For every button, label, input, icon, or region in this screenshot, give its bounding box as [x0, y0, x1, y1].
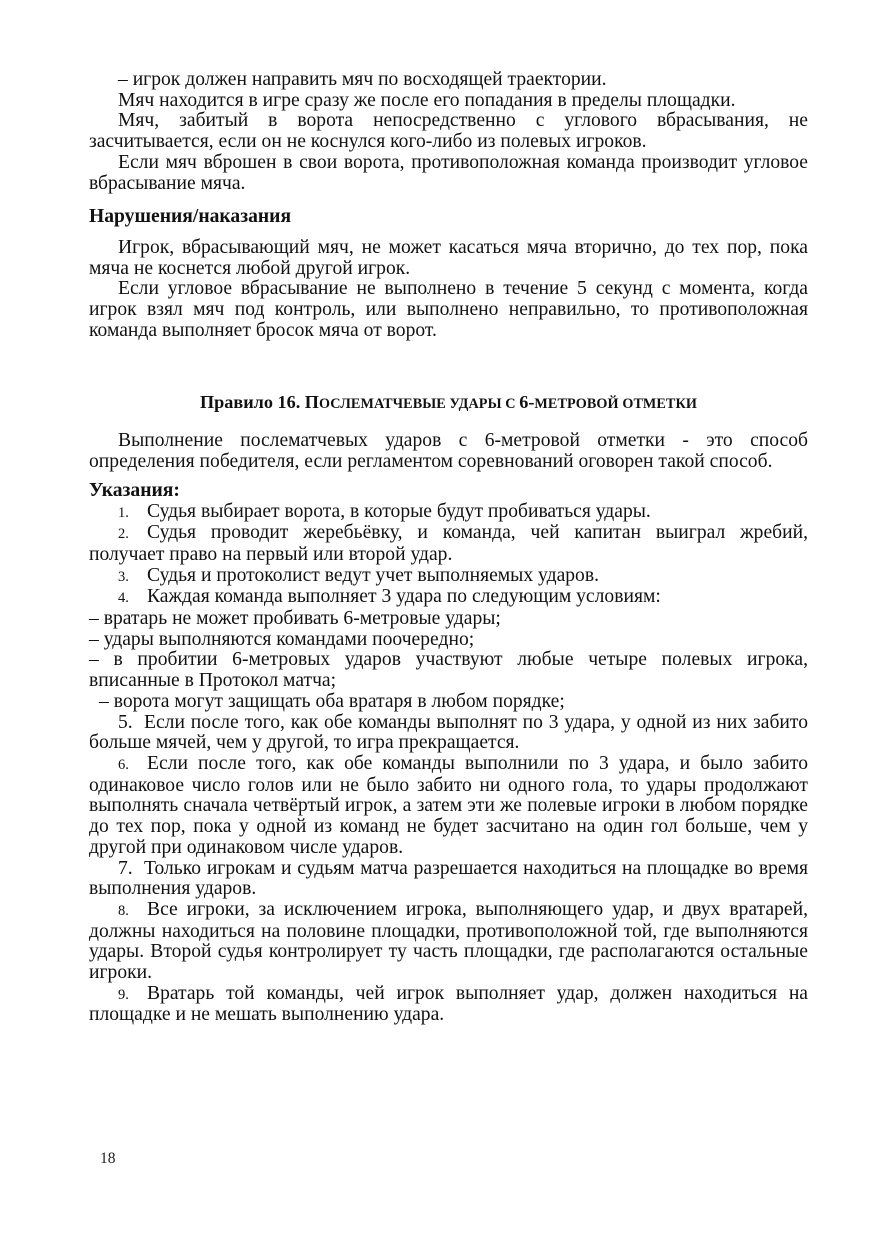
section-heading: Нарушения/наказания — [89, 206, 292, 228]
bullet-line: – игрок должен направить мяч по восходящей траектории. — [118, 69, 607, 90]
paragraph: Мяч находится в игре сразу же после его попадания в пределы площадки. — [118, 89, 736, 111]
list-item: 1. Судья выбирает ворота, в которые будут пробиваться удары. — [118, 500, 651, 522]
rule-title-mid: 6- — [519, 392, 535, 413]
rule-title-prefix: Правило 16. П — [200, 392, 319, 413]
paragraph: Если мяч вброшен в свои ворота, противоположная команда производит угловое вбрасывание мяча. — [89, 151, 808, 194]
rule-title — [89, 391, 808, 413]
paragraph: Мяч, забитый в ворота непосредственно с углового вбрасывания, не засчитывается, если он не коснулся кого-либо из полевых игроков. — [89, 110, 808, 153]
list-item: 6. Если после того, как обе команды выполнили по 3 удара, и было забито одинаковое число голов или не было забито ни одного гола, то удары продолжают выполнять сначала четвёртый игрок, а затем эти же полевые игроки в любом порядке до тех пор, пока у одной из команд не будет засчитано на один гол больше, чем у другой при одинаковом числе ударов. — [89, 752, 808, 858]
paragraph: Если угловое вбрасывание не выполнено в течение 5 секунд с момента, когда игрок взял мяч под контроль, или выполнено неправильно, то противоположная команда выполняет бросок мяча от ворот. — [89, 278, 808, 341]
rule-title-smallcaps: ОСЛЕМАТЧЕВЫЕ УДАРЫ С — [318, 396, 520, 413]
list-item: 4. Каждая команда выполняет 3 удара по следующим условиям: — [118, 586, 661, 608]
dash-item: – удары выполняются командами поочередно; — [89, 628, 475, 650]
list-item: 2. Судья проводит жеребьёвку, и команда, чей капитан выиграл жребий, получает право на первый или второй удар. — [89, 522, 808, 565]
list-item: 5. Если после того, как обе команды выполнят по 3 удара, у одной из них забито больше мячей, чем у другой, то игра прекращается. — [89, 711, 808, 754]
dash-item: – вратарь не может пробивать 6-метровые удары; — [89, 608, 501, 630]
paragraph: Выполнение послематчевых ударов с 6-метровой отметки - это способ определения победителя, если регламентом соревнований оговорен такой способ. — [89, 430, 808, 473]
rule-title-smallcaps-2: МЕТРОВОЙ ОТМЕТКИ — [534, 396, 697, 413]
page-number: 18 — [100, 1150, 116, 1167]
paragraph: Игрок, вбрасывающий мяч, не может касаться мяча вторично, до тех пор, пока мяча не коснется любой другой игрок. — [89, 236, 808, 279]
dash-item: – в пробитии 6-метровых ударов участвуют любые четыре полевых игрока, вписанные в Протокол матча; — [89, 649, 808, 692]
list-item: 9. Вратарь той команды, чей игрок выполняет удар, должен находиться на площадке и не мешать выполнению удара. — [89, 982, 808, 1026]
dash-item: – ворота могут защищать оба вратаря в любом порядке; — [99, 690, 565, 712]
list-item: 7. Только игрокам и судьям матча разрешается находиться на площадке во время выполнения ударов. — [89, 857, 808, 900]
list-item: 8. Все игроки, за исключением игрока, выполняющего удар, и двух вратарей, должны находиться на половине площадки, противоположной той, где выполняются удары. Второй судья контролирует ту часть площадки, где располагаются остальные игроки. — [89, 898, 808, 984]
instructions-heading: Указания: — [89, 479, 180, 501]
document-page — [89, 70, 808, 1026]
list-item: 3. Судья и протоколист ведут учет выполняемых ударов. — [118, 564, 600, 586]
